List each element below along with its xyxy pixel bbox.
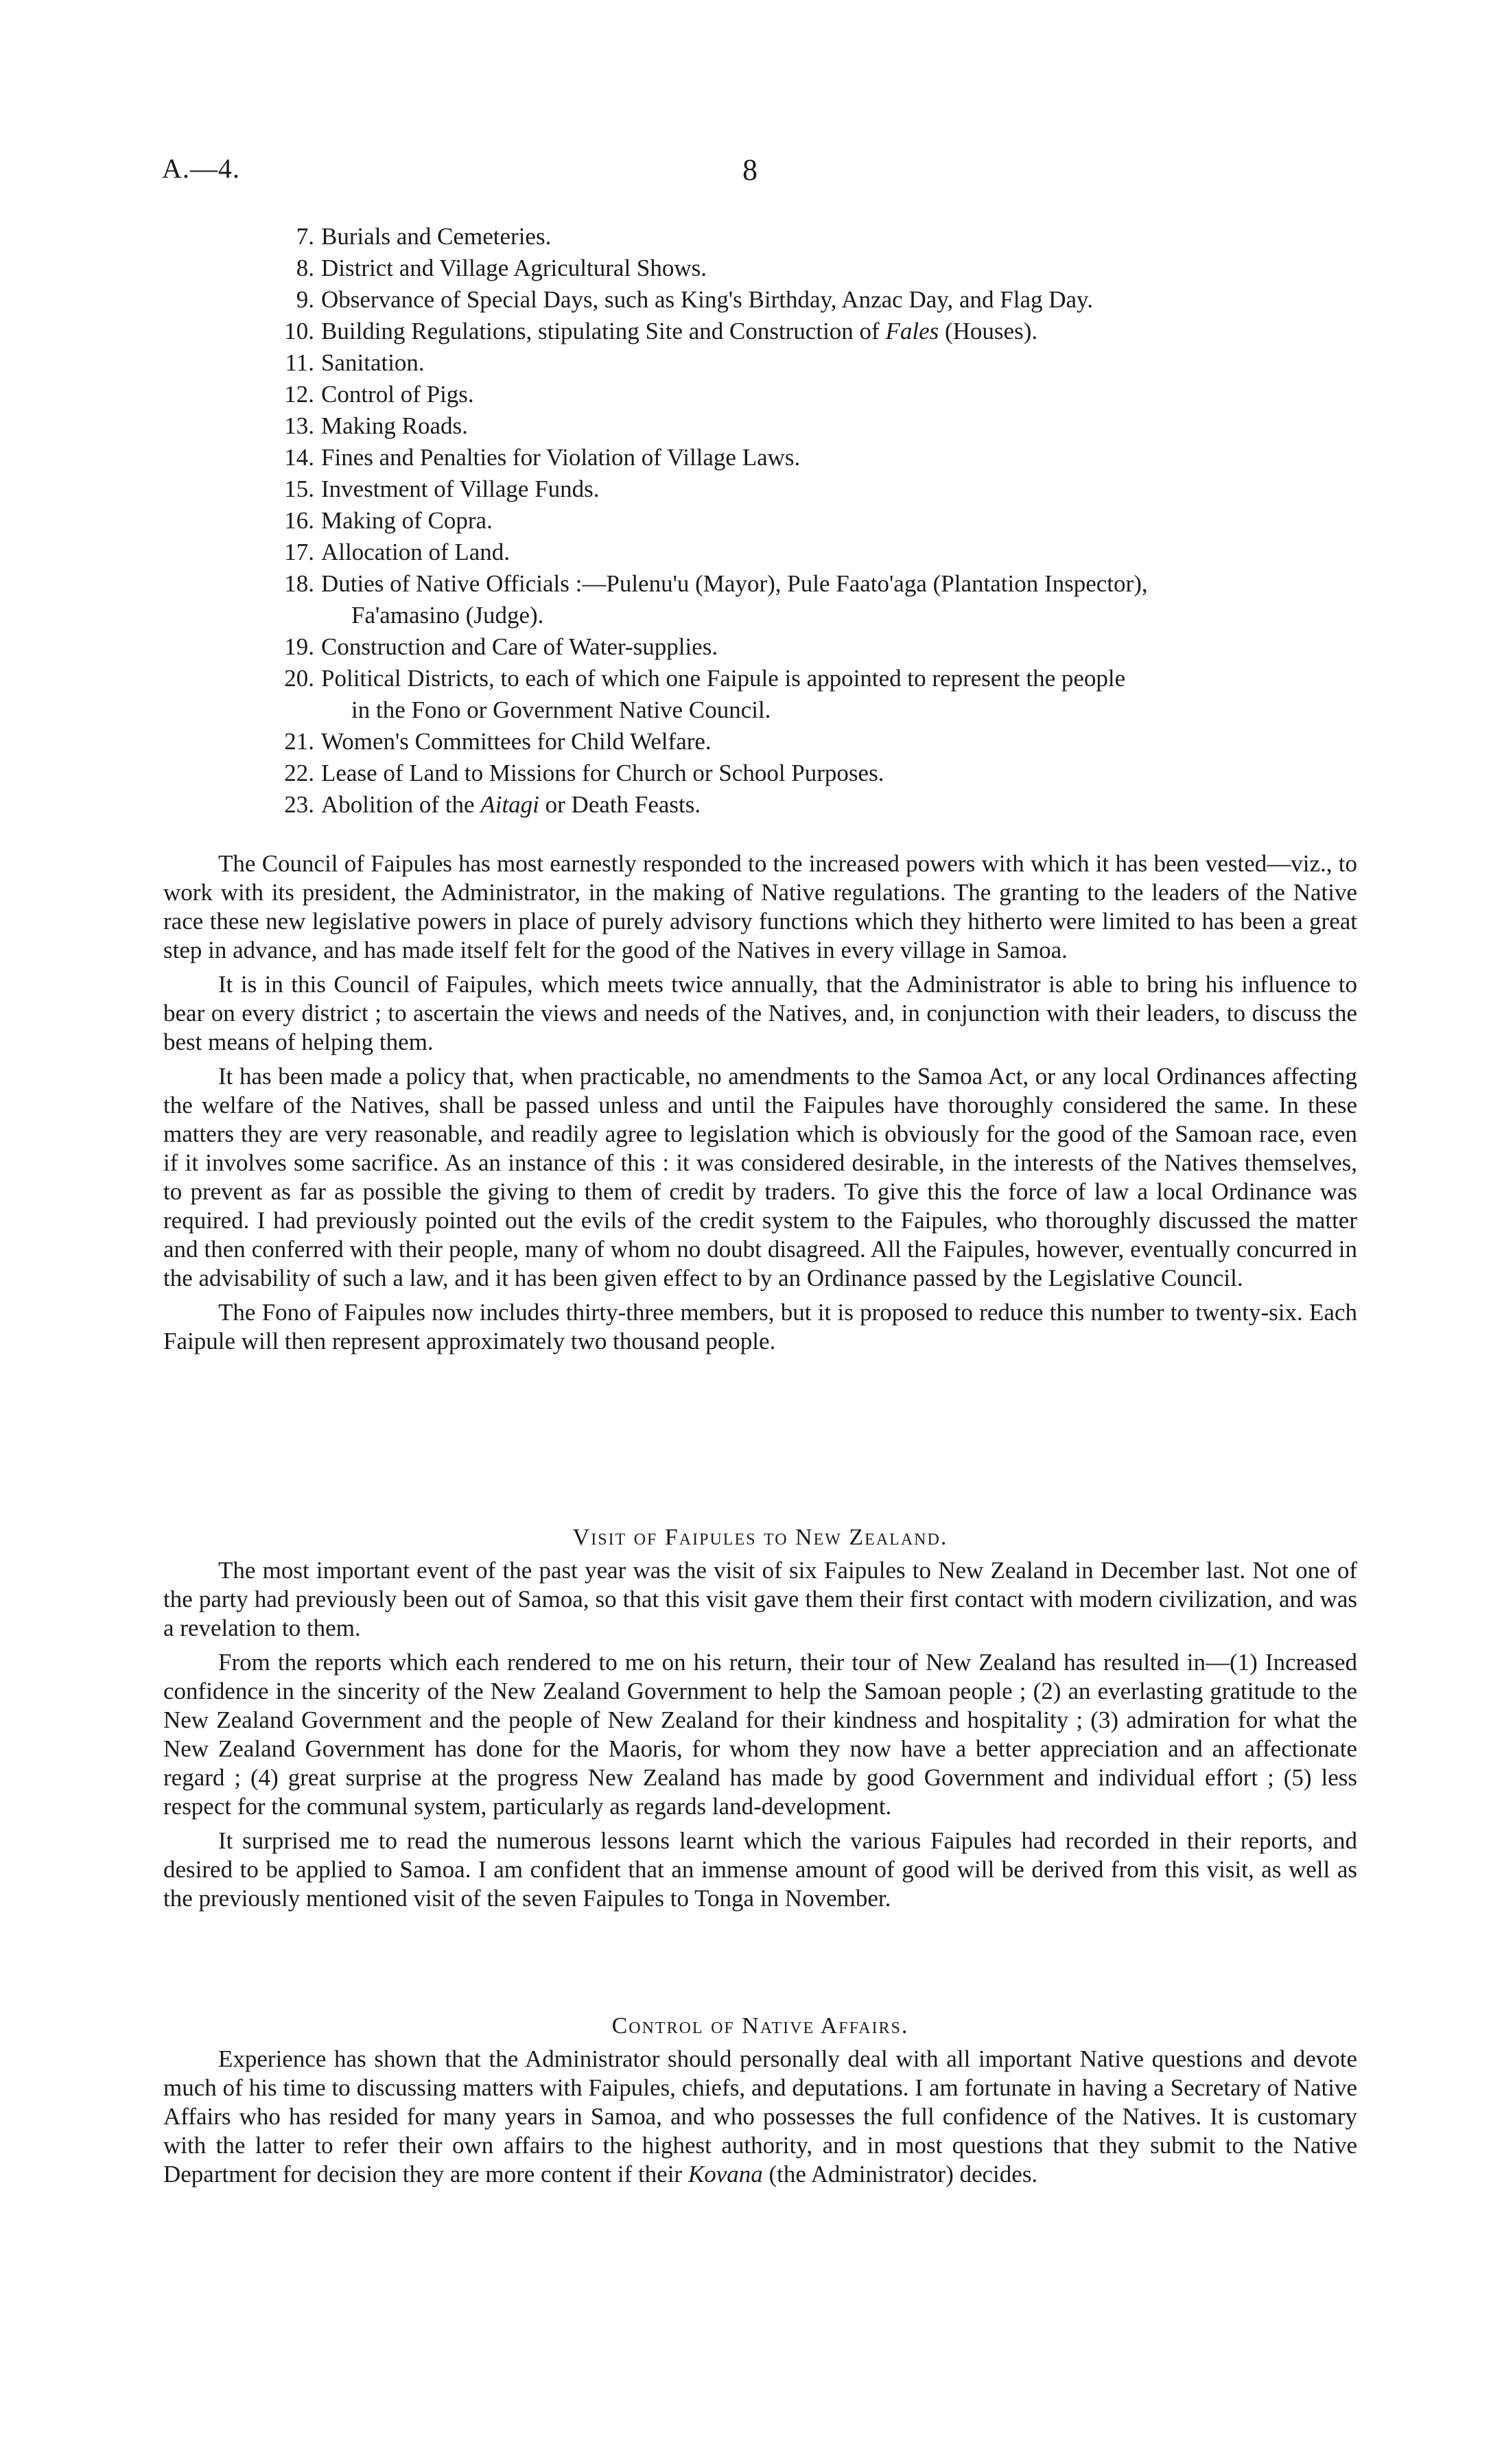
list-item-number: 17. xyxy=(284,539,314,565)
list-item-number: 8. xyxy=(296,255,314,281)
list-item-text: Making of Copra. xyxy=(321,507,493,534)
list-item-text-first-line: Political Districts, to each of which one Faipule is appointed to represent the people xyxy=(321,665,1126,692)
list-item xyxy=(254,758,1365,789)
list-item-number: 15. xyxy=(284,476,314,502)
list-item-text xyxy=(321,663,1365,726)
list-item-number: 21. xyxy=(284,728,314,755)
control-section xyxy=(163,2045,1357,2194)
list-item-text-end: or Death Feasts. xyxy=(539,791,701,818)
council-section xyxy=(163,849,1357,1361)
list-item-number: 11. xyxy=(285,349,314,376)
list-item xyxy=(254,726,1365,758)
list-item-text xyxy=(321,316,1365,347)
list-item xyxy=(254,789,1365,821)
list-item xyxy=(254,253,1365,284)
list-item-text: Observance of Special Days, such as King's Birthday, Anzac Day, and Flag Day. xyxy=(321,286,1094,313)
body-paragraph: From the reports which each rendered to me on his return, their tour of New Zealand has resulted in—(1) Increased confidence in the sincerity of the New Zealand Government to help the Samoan people ; (2) an everlasting gratitude to the New Zealand Government and the people of New Zealand for their kindness and hospitality ; (3) admiration for what the New Zealand Government has done for the Maoris, for whom they now have a better appreciation and an affectionate regard ; (4) great surprise at the progress New Zealand has made by good Government and individual effort ; (5) less respect for the communal system, particularly as regards land-development. xyxy=(163,1649,1357,1820)
list-item-number: 14. xyxy=(284,444,314,471)
list-item xyxy=(254,316,1365,347)
list-item-text: Sanitation. xyxy=(321,349,425,376)
list-item-text: Allocation of Land. xyxy=(321,539,510,565)
list-item-number: 18. xyxy=(284,570,314,597)
paragraph-text-end: (the Administrator) decides. xyxy=(762,2161,1038,2187)
regulation-list xyxy=(254,221,1365,821)
body-paragraph: The Fono of Faipules now includes thirty-three members, but it is proposed to reduce this number to twenty-six. Each Faipule will then represent approximately two thousand people. xyxy=(163,1299,1357,1354)
list-item-text-first-line: Duties of Native Officials :—Pulenu'u (Mayor), Pule Faato'aga (Plantation Inspector), xyxy=(321,570,1148,597)
list-item-number: 19. xyxy=(284,633,314,660)
list-item xyxy=(254,663,1365,726)
list-item xyxy=(254,284,1365,316)
list-item-continuation: in the Fono or Government Native Council. xyxy=(351,696,771,723)
list-item-text-start: Building Regulations, stipulating Site and Construction of xyxy=(321,318,886,344)
section-heading-visit: Visit of Faipules to New Zealand. xyxy=(572,1525,948,1550)
list-item-text: Construction and Care of Water-supplies. xyxy=(321,633,718,660)
list-item xyxy=(254,221,1365,253)
list-item xyxy=(254,568,1365,631)
list-item-text: Control of Pigs. xyxy=(321,381,474,408)
list-item-text: Investment of Village Funds. xyxy=(321,476,600,502)
list-item-number: 10. xyxy=(284,318,314,344)
list-item-text-end: (Houses). xyxy=(939,318,1038,344)
list-item xyxy=(254,410,1365,442)
list-item-text xyxy=(321,789,1365,821)
list-item-number: 12. xyxy=(284,381,314,408)
document-reference: A.—4. xyxy=(162,153,240,184)
list-item-text: Burials and Cemeteries. xyxy=(321,223,552,250)
body-paragraph: The Council of Faipules has most earnestly responded to the increased powers with which it has been vested—viz., to work with its president, the Administrator, in the making of Native regulations. The granting to the leaders of the Native race these new legislative powers in place of purely advisory functions which they hitherto were limited to has been a great step in advance, and has made itself felt for the good of the Natives in every village in Samoa. xyxy=(163,850,1357,963)
paragraph-italic-term: Kovana xyxy=(688,2161,763,2187)
list-item-text-start: Abolition of the xyxy=(321,791,481,818)
list-item-text: Fines and Penalties for Violation of Village Laws. xyxy=(321,444,801,471)
paragraph-text-start: Experience has shown that the Administrator should personally deal with all important Native questions and devote much of his time to discussing matters with Faipules, chiefs, and deputations. I am fortunate in having a Secretary of Native Affairs who has resided for many years in Samoa, and who possesses the full confidence of the Natives. It is customary with the latter to refer their own affairs to the highest authority, and in most questions that they submit to the Native Department for decision they are more content if their xyxy=(163,2045,1357,2187)
body-paragraph: It is in this Council of Faipules, which meets twice annually, that the Administrator is able to bring his influence to bear on every district ; to ascertain the views and needs of the Natives, and, in conjunction with their leaders, to discuss the best means of helping them. xyxy=(163,971,1357,1055)
body-paragraph: The most important event of the past year was the visit of six Faipules to New Zealand in December last. Not one of the party had previously been out of Samoa, so that this visit gave them their first contact with modern civilization, and was a revelation to them. xyxy=(163,1557,1357,1641)
list-item xyxy=(254,505,1365,537)
list-item-number: 7. xyxy=(296,223,314,250)
list-item-number: 13. xyxy=(284,412,314,439)
list-item-number: 16. xyxy=(284,507,314,534)
list-item-number: 23. xyxy=(284,791,314,818)
list-item xyxy=(254,537,1365,568)
list-item xyxy=(254,631,1365,663)
body-paragraph: It has been made a policy that, when practicable, no amendments to the Samoa Act, or any local Ordinances affecting the welfare of the Natives, shall be passed unless and until the Faipules have thoroughly considered the same. In these matters they are very reasonable, and readily agree to legislation which is obviously for the good of the Samoan race, even if it involves some sacrifice. As an instance of this : it was considered desirable, in the interests of the Natives themselves, to prevent as far as possible the giving to them of credit by traders. To give this the force of law a local Ordinance was required. I had previously pointed out the evils of the credit system to the Faipules, who thoroughly discussed the matter and then conferred with their people, many of whom no doubt disagreed. All the Faipules, however, eventually concurred in the advisability of such a law, and it has been given effect to by an Ordinance passed by the Legislative Council. xyxy=(163,1063,1357,1291)
list-item-text: Women's Committees for Child Welfare. xyxy=(321,728,712,755)
list-item-text xyxy=(321,568,1365,631)
list-item xyxy=(254,379,1365,410)
body-paragraph xyxy=(163,2045,1357,2189)
list-item-text: District and Village Agricultural Shows. xyxy=(321,255,707,281)
list-item xyxy=(254,473,1365,505)
list-item-number: 22. xyxy=(284,760,314,786)
body-paragraph: It surprised me to read the numerous lessons learnt which the various Faipules had recorded in their reports, and desired to be applied to Samoa. I am confident that an immense amount of good will be derived from this visit, as well as the previously mentioned visit of the seven Faipules to Tonga in November. xyxy=(163,1827,1357,1912)
section-heading-control: Control of Native Affairs. xyxy=(611,2013,909,2039)
list-item-continuation: Fa'amasino (Judge). xyxy=(351,602,544,629)
list-item xyxy=(254,442,1365,473)
list-item-italic-term: Aitagi xyxy=(480,791,539,818)
list-item-number: 20. xyxy=(284,665,314,692)
list-item xyxy=(254,347,1365,379)
visit-section xyxy=(163,1556,1357,1919)
page-number: 8 xyxy=(742,153,758,187)
list-item-text: Making Roads. xyxy=(321,412,468,439)
list-item-number: 9. xyxy=(296,286,314,313)
list-item-italic-term: Fales xyxy=(885,318,939,344)
list-item-text: Lease of Land to Missions for Church or School Purposes. xyxy=(321,760,884,786)
